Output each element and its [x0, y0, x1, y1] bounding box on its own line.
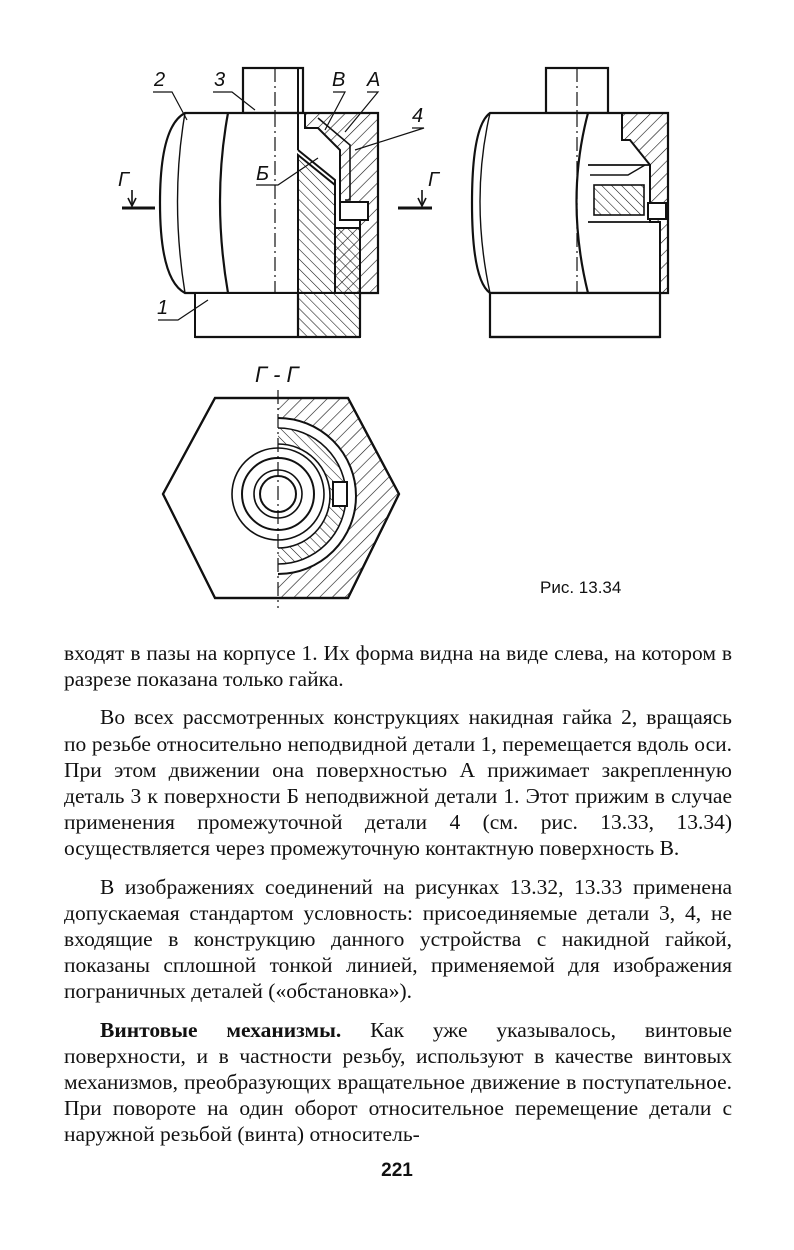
label-2: 2 [154, 69, 166, 91]
side-view [472, 68, 668, 337]
front-view-sectioned [122, 68, 432, 337]
label-v: В [332, 69, 346, 91]
paragraph-4-text: Как уже указывалось, винтовые поверхности, и в частности резьбу, используют в качестве винтовых механизмов, преобразующих вращательное движение в поступательное. При повороте на один оборот относительное перемещение детали с наружной резьбой (винта) относитель- [64, 1017, 732, 1147]
paragraph-3: В изображениях соединений на рисунках 13.32, 13.33 применена допускаемая стандартом условность: присоединяемые детали 3, 4, не входящие в конструкцию данного устройства с накидной гайкой, показаны сплошной тонкой линией, применяемой для изображения пограничных деталей («обстановка»). [64, 874, 732, 1004]
label-a: А [367, 69, 381, 91]
label-g-left: Г [118, 169, 129, 191]
page-number: 221 [381, 1160, 413, 1181]
label-3: 3 [214, 69, 226, 91]
label-g-right: Г [428, 169, 439, 191]
paragraph-2: Во всех рассмотренных конструкциях накидная гайка 2, вращаясь по резьбе относительно неподвидной детали 1, перемещается вдоль оси. При этом движении она поверхностью А прижимает закрепленную деталь 3 к поверхности Б неподвижной детали 1. Этот прижим в случае применения промежуточной детали 4 (см. рис. 13.33, 13.34) осуществляется через промежуточную контактную поверхность В. [64, 705, 732, 861]
paragraph-4 [64, 1017, 732, 1148]
paragraph-1: входят в пазы на корпусе 1. Их форма видна на виде слева, на котором в разрезе показана только гайка. [64, 641, 732, 692]
body-text [64, 640, 732, 1160]
label-1: 1 [157, 297, 169, 319]
label-b: Б [256, 163, 270, 185]
label-4: 4 [412, 105, 424, 127]
section-view [163, 390, 399, 608]
technical-drawing-figure [0, 0, 794, 620]
figure-caption: Рис. 13.34 [540, 578, 622, 597]
heading-screw-mechanisms: Винтовые механизмы. [100, 1017, 342, 1042]
section-title: Г - Г [255, 362, 299, 387]
